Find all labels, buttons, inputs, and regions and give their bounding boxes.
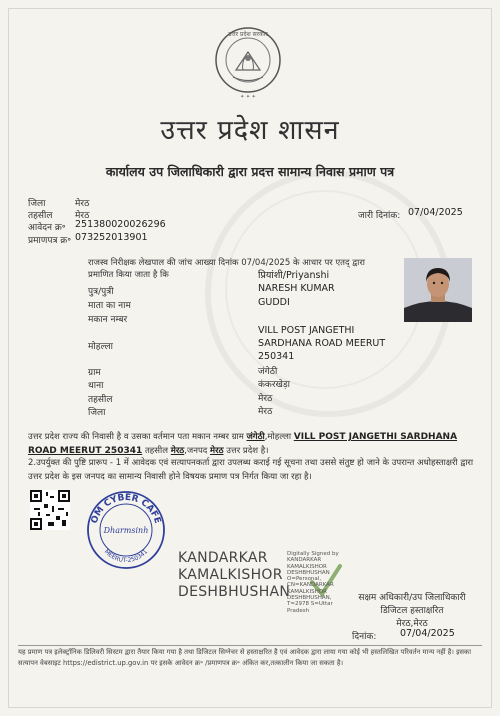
- mohalla-line-1: VILL POST JANGETHI: [258, 325, 355, 336]
- signatory-name-line-3: DESHBHUSHAN: [178, 584, 291, 600]
- authority-location: मेरठ,मेरठ: [396, 619, 428, 629]
- district-value: मेरठ: [75, 199, 90, 209]
- district2-label: जिला: [88, 408, 106, 418]
- mohalla-line-3: 250341: [258, 351, 295, 362]
- para-address: VILL POST JANGETHI SARDHANA ROAD MEERUT 250341: [28, 432, 458, 456]
- digital-signature-details: Digitally Signed by KANDARKAR KAMALKISHOR DESHBHUSHAN O=Personal, CN=KANDARKAR KAMALKISHOR DESHBHUSHAN, T=2978 S=Uttar Pradesh: [287, 551, 339, 614]
- issue-date-value: 07/04/2025: [408, 207, 463, 218]
- intro-line-2: प्रमाणित किया जाता है कि: [88, 270, 169, 280]
- main-title: उत्तर प्रदेश शासन: [160, 115, 340, 146]
- up-government-emblem-icon: [213, 22, 283, 102]
- sign-date-value: 07/04/2025: [400, 628, 455, 639]
- para-district: मेरठ: [210, 446, 224, 456]
- para-village: जंगेठी: [246, 432, 265, 442]
- para-text-b: ,मोहल्ला: [264, 432, 292, 442]
- application-label: आवेदन क्र॰: [28, 223, 66, 233]
- cyber-cafe-stamp: [84, 488, 168, 572]
- tehsil2-label: तहसील: [88, 395, 113, 405]
- district-label: जिला: [28, 199, 46, 209]
- svg-text:✦ ✦ ✦: ✦ ✦ ✦: [240, 94, 256, 100]
- village-label: ग्राम: [88, 368, 101, 378]
- tehsil-label: तहसील: [28, 211, 53, 221]
- thana-label: थाना: [88, 381, 104, 391]
- residence-statement: [28, 430, 478, 458]
- tehsil-value: मेरठ: [75, 211, 90, 221]
- certificate-label: प्रमाणपत्र क्र॰: [28, 236, 72, 246]
- stamp-center-signature: Dharmsinh: [103, 526, 149, 535]
- para-tehsil: मेरठ: [170, 446, 185, 456]
- mohalla-line-2: SARDHANA ROAD MEERUT: [258, 338, 386, 349]
- application-number: 251380020026296: [75, 219, 166, 230]
- mohalla-label: मोहल्ला: [88, 342, 113, 352]
- authority-title: सक्षम अधिकारी/उप जिलाधिकारी: [358, 593, 466, 603]
- tehsil2-value: मेरठ: [258, 394, 273, 404]
- signatory-name-line-1: KANDARKAR: [178, 550, 268, 566]
- certificate-number: 073252013901: [75, 232, 148, 243]
- para-text-d: ,जनपद: [184, 446, 208, 456]
- signatory-name-line-2: KAMALKISHOR: [178, 567, 283, 583]
- intro-line-1: राजस्व निरीक्षक लेखपाल की जांच आख्या दिनांक 07/04/2025 के आधार पर एतद् द्वारा: [88, 258, 366, 268]
- village-value: जंगेठी: [258, 367, 278, 377]
- father-label: पुत्र/पुत्री: [88, 287, 114, 297]
- signatory-name: [178, 550, 290, 601]
- stamp-bottom-text: MEERUT-250341: [102, 548, 150, 565]
- mother-label: माता का नाम: [88, 301, 131, 311]
- para-text-e: उत्तर प्रदेश है।: [226, 446, 269, 456]
- stamp-top-text: OM CYBER CAFE: [89, 492, 163, 525]
- sign-date-label: दिनांक:: [352, 632, 377, 642]
- district2-value: मेरठ: [258, 407, 273, 417]
- authority-digital-signed: डिजिटल हस्ताक्षरित: [380, 606, 444, 616]
- footer-note: यह प्रमाण पत्र इलेक्ट्रॉनिक डिलिवरी सिस्टम द्वारा तैयार किया गया है तथा डिजिटल सिग्नेचर से हस्ताक्षरित है एवं आवेदक द्वारा लाया गया कोई भी हस्तलिखित परिवर्तन मान्य नहीं है। इसका सत्यापन वेबसाइट https://edistrict.up.gov.in पर इसके आवेदन क्र॰ /प्रमाणपत्र क्र॰ अंकित कर,तत्कालीन किया जा सकता है।: [18, 648, 471, 667]
- thana-value: कंकरखेड़ा: [258, 380, 291, 390]
- house-label: मकान नम्बर: [88, 315, 128, 325]
- applicant-name: प्रियांशी/Priyanshi: [258, 270, 330, 281]
- issue-date-label: जारी दिनांक:: [358, 211, 401, 221]
- certificate-subtitle: कार्यालय उप जिलाधिकारी द्वारा प्रदत्त सामान्य निवास प्रमाण पत्र: [105, 164, 395, 179]
- footer-divider: [18, 645, 482, 646]
- qr-code-icon[interactable]: [30, 490, 70, 530]
- verification-statement: 2.उपर्युक्त की पुष्टि प्रारूप - 1 में आवेदक एवं सत्यापनकर्ता द्वारा उपलब्ध कराई गई सूचना तथा उससे संतुष्ट हो जाने के उपरान्त अधोहस्ताक्षरी द्वारा उत्तर प्रदेश के इस जनपद का सामान्य निवासी होने विषयक प्रमाण पत्र निर्गत किया जा रहा है।: [28, 458, 474, 482]
- svg-text:OM CYBER CAFE: [90, 493, 162, 525]
- applicant-photo: [404, 258, 472, 322]
- para-text-c: तहसील: [144, 446, 169, 456]
- para-text-a: उत्तर प्रदेश राज्य की निवासी है व उसका वर्तमान पता मकान नम्बर ग्राम: [28, 432, 244, 442]
- emblem-text: उत्तर प्रदेश सरकार: [228, 31, 268, 38]
- father-name: NARESH KUMAR: [258, 283, 335, 294]
- mother-name: GUDDI: [258, 297, 290, 308]
